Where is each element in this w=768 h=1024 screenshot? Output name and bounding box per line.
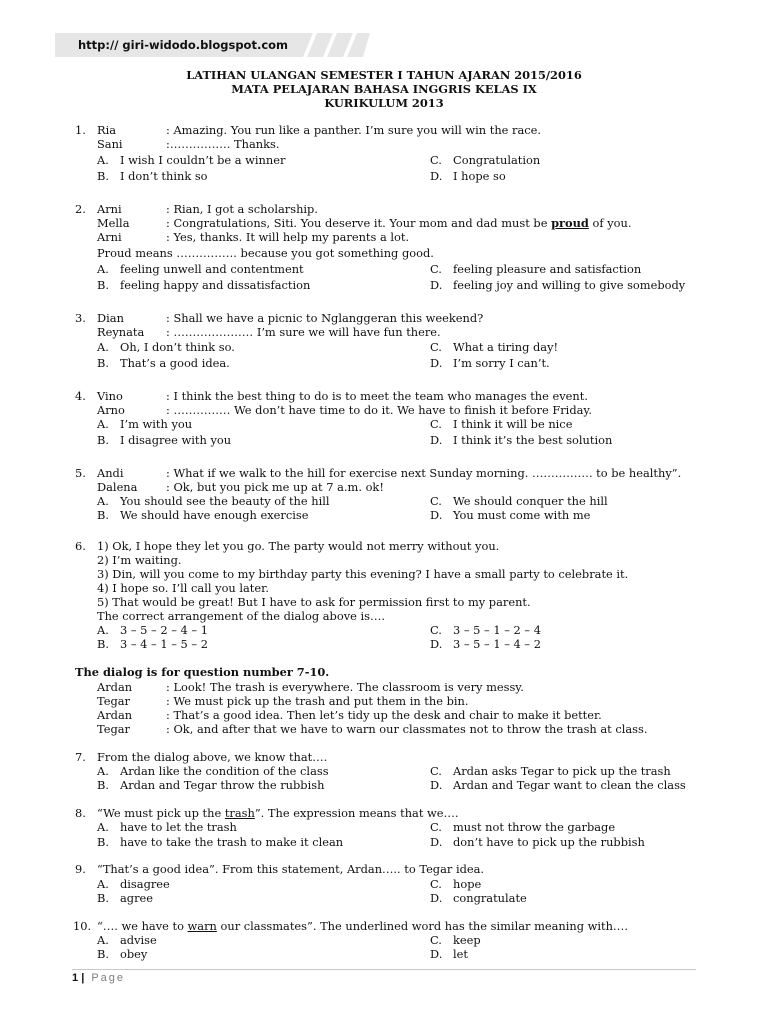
option-letter: D. <box>430 278 443 292</box>
question-stem: “We must pick up the trash”. The expression means that we…. <box>97 806 459 820</box>
question-stem: “That’s a good idea”. From this statement, Ardan….. to Tegar idea. <box>97 862 485 876</box>
option-letter: D. <box>430 947 443 961</box>
option-text: 3 – 5 – 2 – 4 – 1 <box>120 623 208 637</box>
question-number: 2. <box>75 202 86 216</box>
option-letter: C. <box>430 417 442 431</box>
option-letter: B. <box>97 835 109 849</box>
dialog-line: : Amazing. You run like a panther. I’m sure you will win the race. <box>166 123 542 137</box>
option-text: I hope so <box>453 169 506 183</box>
blog-url-banner <box>55 33 370 57</box>
option-letter: B. <box>97 169 109 183</box>
speaker: Vino <box>97 389 123 403</box>
option-letter: B. <box>97 356 109 370</box>
question-stem: “…. we have to warn our classmates”. The underlined word has the similar meaning with…. <box>97 919 628 933</box>
option-letter: A. <box>97 153 109 167</box>
option-letter: A. <box>97 877 109 891</box>
page-number: 1 <box>72 972 79 984</box>
option-text: Ardan and Tegar want to clean the class <box>453 778 686 792</box>
option-text: keep <box>453 933 481 947</box>
dialog-line: :……………. Thanks. <box>166 137 280 151</box>
dialog-sentence: 4) I hope so. I’ll call you later. <box>97 581 269 595</box>
option-letter: B. <box>97 778 109 792</box>
option-text: don’t have to pick up the rubbish <box>453 835 645 849</box>
option-text: Ardan asks Tegar to pick up the trash <box>453 764 671 778</box>
option-letter: D. <box>430 778 443 792</box>
option-text: That’s a good idea. <box>120 356 230 370</box>
footer-divider <box>72 969 696 970</box>
option-letter: D. <box>430 835 443 849</box>
option-letter: D. <box>430 433 443 447</box>
option-letter: C. <box>430 262 442 276</box>
blog-url[interactable]: http:// giri-widodo.blogspot.com <box>78 38 289 52</box>
option-text: I wish I couldn’t be a winner <box>120 153 286 167</box>
option-text: feeling joy and willing to give somebody <box>453 278 686 292</box>
speaker: Dalena <box>97 480 138 494</box>
dialog-line: : We must pick up the trash and put them in the bin. <box>166 694 469 708</box>
option-text: You should see the beauty of the hill <box>120 494 330 508</box>
question-number: 1. <box>75 123 86 137</box>
option-letter: B. <box>97 278 109 292</box>
option-letter: C. <box>430 933 442 947</box>
speaker: Tegar <box>97 694 130 708</box>
option-letter: D. <box>430 637 443 651</box>
question-number: 7. <box>75 750 86 764</box>
footer-separator: | <box>81 972 85 984</box>
option-text: Ardan like the condition of the class <box>120 764 329 778</box>
speaker: Sani <box>97 137 123 151</box>
speaker: Ardan <box>97 708 133 722</box>
dialog-line: : Congratulations, Siti. You deserve it. Your mom and dad must be proud of you. <box>166 216 632 230</box>
speaker: Arni <box>97 202 122 216</box>
dialog-line: : Ok, but you pick me up at 7 a.m. ok! <box>166 480 384 494</box>
option-text: I’m with you <box>120 417 193 431</box>
speaker: Tegar <box>97 722 130 736</box>
option-text: You must come with me <box>453 508 591 522</box>
speaker: Andi <box>97 466 124 480</box>
document-header <box>0 68 768 110</box>
option-letter: C. <box>430 820 442 834</box>
option-letter: A. <box>97 262 109 276</box>
question-stem: The correct arrangement of the dialog above is…. <box>97 609 386 623</box>
option-text: feeling unwell and contentment <box>120 262 304 276</box>
speaker: Dian <box>97 311 124 325</box>
question-stem: Proud means ……………. because you got something good. <box>97 246 434 260</box>
dialog-line: : Yes, thanks. It will help my parents a lot. <box>166 230 410 244</box>
underlined-word: trash <box>224 806 255 820</box>
dialog-line: : Look! The trash is everywhere. The classroom is very messy. <box>166 680 524 694</box>
header-curriculum: KURIKULUM 2013 <box>324 96 444 110</box>
option-text: have to take the trash to make it clean <box>120 835 344 849</box>
underlined-word: proud <box>551 216 589 230</box>
dialog-sentence: 1) Ok, I hope they let you go. The party would not merry without you. <box>97 539 500 553</box>
dialog-line: : That’s a good idea. Then let’s tidy up the desk and chair to make it better. <box>166 708 602 722</box>
option-text: I think it’s the best solution <box>453 433 613 447</box>
option-letter: A. <box>97 820 109 834</box>
dialog-line: : Ok, and after that we have to warn our classmates not to throw the trash at class. <box>166 722 648 736</box>
option-letter: B. <box>97 891 109 905</box>
speaker: Reynata <box>97 325 145 339</box>
dialog-sentence: 3) Din, will you come to my birthday party this evening? I have a small party to celebrate it. <box>97 567 629 581</box>
option-text: I think it will be nice <box>453 417 573 431</box>
page-label: Page <box>91 972 126 984</box>
option-text: let <box>453 947 468 961</box>
option-letter: B. <box>97 508 109 522</box>
option-text: agree <box>120 891 154 905</box>
underlined-word: warn <box>187 919 217 933</box>
option-text: must not throw the garbage <box>453 820 616 834</box>
option-text: feeling pleasure and satisfaction <box>453 262 642 276</box>
option-letter: C. <box>430 623 442 637</box>
option-letter: D. <box>430 169 443 183</box>
option-text: 3 – 5 – 1 – 4 – 2 <box>453 637 541 651</box>
speaker: Arno <box>97 403 125 417</box>
option-text: feeling happy and dissatisfaction <box>120 278 311 292</box>
section-title: The dialog is for question number 7-10. <box>75 665 330 679</box>
option-letter: A. <box>97 494 109 508</box>
option-text: have to let the trash <box>120 820 237 834</box>
question-number: 4. <box>75 389 86 403</box>
option-letter: C. <box>430 877 442 891</box>
option-letter: B. <box>97 433 109 447</box>
option-letter: C. <box>430 153 442 167</box>
question-number: 10. <box>73 919 92 933</box>
option-text: I don’t think so <box>120 169 208 183</box>
dialog-line: : ………………… I’m sure we will have fun there. <box>166 325 441 339</box>
option-text: advise <box>120 933 157 947</box>
option-letter: D. <box>430 891 443 905</box>
option-text: congratulate <box>453 891 527 905</box>
option-letter: B. <box>97 947 109 961</box>
question-number: 9. <box>75 862 86 876</box>
question-number: 8. <box>75 806 86 820</box>
dialog-line: : What if we walk to the hill for exercise next Sunday morning. ……………. to be healthy”. <box>166 466 682 480</box>
option-text: 3 – 5 – 1 – 2 – 4 <box>453 623 541 637</box>
header-subject: MATA PELAJARAN BAHASA INGGRIS KELAS IX <box>231 82 537 96</box>
speaker: Arni <box>97 230 122 244</box>
speaker: Ria <box>97 123 117 137</box>
option-letter: D. <box>430 508 443 522</box>
option-letter: A. <box>97 623 109 637</box>
question-stem: From the dialog above, we know that…. <box>97 750 328 764</box>
option-text: disagree <box>120 877 170 891</box>
speaker: Mella <box>97 216 130 230</box>
speaker: Ardan <box>97 680 133 694</box>
question-number: 3. <box>75 311 86 325</box>
option-letter: B. <box>97 637 109 651</box>
option-text: I disagree with you <box>120 433 232 447</box>
option-text: 3 – 4 – 1 – 5 – 2 <box>120 637 208 651</box>
option-text: Ardan and Tegar throw the rubbish <box>120 778 325 792</box>
option-letter: C. <box>430 764 442 778</box>
option-text: Oh, I don’t think so. <box>120 340 235 354</box>
dialog-line: : I think the best thing to do is to meet the team who manages the event. <box>166 389 588 403</box>
option-text: We should conquer the hill <box>453 494 608 508</box>
dialog-sentence: 5) That would be great! But I have to ask for permission first to my parent. <box>97 595 531 609</box>
question-number: 5. <box>75 466 86 480</box>
header-title: LATIHAN ULANGAN SEMESTER I TAHUN AJARAN 2015/2016 <box>186 68 582 82</box>
dialog-line: : Shall we have a picnic to Nglanggeran this weekend? <box>166 311 484 325</box>
dialog-line: : Rian, I got a scholarship. <box>166 202 318 216</box>
option-letter: A. <box>97 764 109 778</box>
option-letter: D. <box>430 356 443 370</box>
option-text: We should have enough exercise <box>120 508 309 522</box>
option-letter: C. <box>430 340 442 354</box>
option-text: What a tiring day! <box>453 340 559 354</box>
option-letter: A. <box>97 340 109 354</box>
option-letter: A. <box>97 417 109 431</box>
dialog-sentence: 2) I’m waiting. <box>97 553 182 567</box>
question-number: 6. <box>75 539 86 553</box>
option-letter: A. <box>97 933 109 947</box>
option-text: Congratulation <box>453 153 541 167</box>
option-text: I’m sorry I can’t. <box>453 356 550 370</box>
dialog-line: : …………… We don’t have time to do it. We have to finish it before Friday. <box>166 403 592 417</box>
option-text: obey <box>120 947 148 961</box>
page-footer <box>72 972 125 984</box>
option-text: hope <box>453 877 482 891</box>
option-letter: C. <box>430 494 442 508</box>
